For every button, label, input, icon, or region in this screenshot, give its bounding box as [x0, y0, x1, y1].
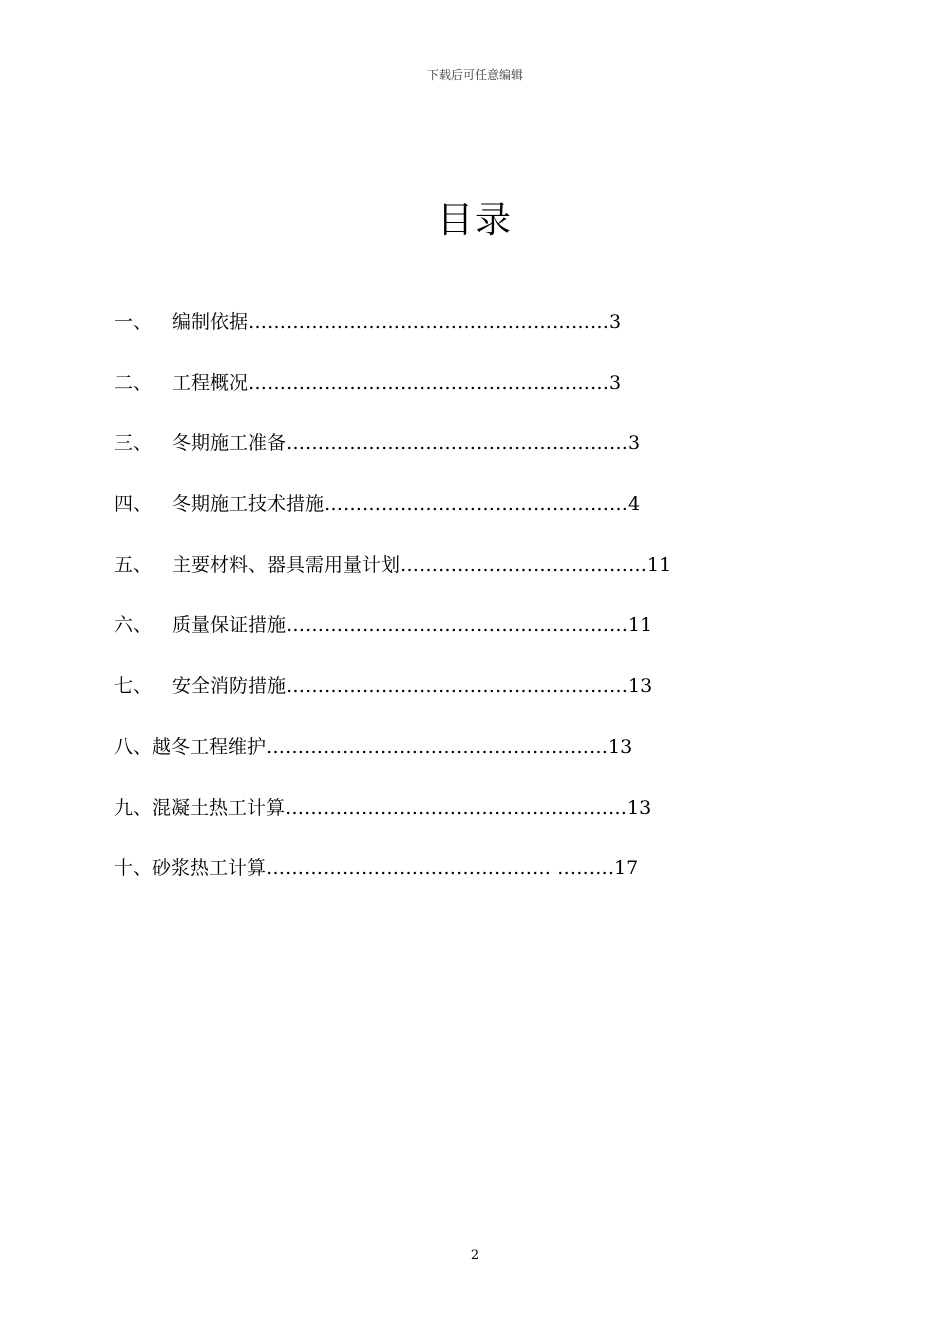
toc-entry[interactable] [114, 306, 754, 367]
toc-entry-label: 砂浆热工计算 [152, 857, 267, 880]
toc-entry-label: 冬期施工技术措施 [172, 493, 325, 516]
toc-entry-page: 3 [609, 311, 622, 333]
toc-entry-number: 八、 [114, 735, 153, 758]
toc-entry[interactable] [114, 792, 754, 853]
toc-entry-page: 4 [628, 493, 641, 516]
toc-entry-leader: ………………………………………………… [248, 371, 610, 394]
toc-entry[interactable] [114, 852, 754, 913]
toc-entry-number: 三、 [114, 432, 153, 455]
toc-entry[interactable] [114, 549, 754, 610]
toc-entry-label: 安全消防措施 [172, 675, 287, 698]
toc-entry[interactable] [114, 488, 754, 549]
toc-entry-number: 五、 [114, 553, 153, 576]
toc-entry-leader: ……………………………………………… [286, 614, 629, 637]
toc-entry-page: 13 [608, 735, 633, 758]
toc-entry-leader: ……………………………………………… [286, 432, 629, 455]
toc-entry-number: 九、 [114, 796, 153, 819]
toc-entry[interactable] [114, 670, 754, 731]
toc-entry-leader: ……………………………………………… [266, 735, 609, 758]
toc-entry-label: 质量保证措施 [172, 614, 287, 637]
toc-entry-label: 越冬工程维护 [152, 735, 267, 758]
header-note: 下载后可任意编辑 [426, 68, 523, 82]
toc-entry-label: 编制依据 [172, 311, 249, 333]
toc-entry-number: 一、 [114, 311, 153, 333]
page-number: 2 [470, 1248, 480, 1263]
toc-entry-page: 11 [628, 614, 653, 637]
toc-entry-label: 主要材料、器具需用量计划 [172, 553, 401, 576]
toc-entry-leader: ……………………………………………… [286, 675, 629, 698]
toc-entry-number: 二、 [114, 371, 153, 394]
toc-entry-number: 四、 [114, 493, 153, 516]
table-of-contents [114, 306, 754, 913]
toc-entry-leader: ……………………………………… ……… [266, 857, 615, 880]
toc-entry-leader: ……………………………………………… [285, 796, 628, 819]
toc-entry-number: 七、 [114, 675, 153, 698]
toc-entry-label: 冬期施工准备 [172, 432, 287, 455]
toc-entry-label: 工程概况 [172, 371, 249, 394]
toc-entry-leader: ………………………………………… [324, 493, 629, 516]
toc-entry-page: 13 [628, 675, 653, 698]
toc-entry-label: 混凝土热工计算 [152, 796, 286, 819]
toc-entry-page: 11 [647, 553, 672, 576]
toc-entry-page: 3 [609, 371, 622, 394]
toc-entry[interactable] [114, 427, 754, 488]
page-title: 目录 [436, 200, 513, 241]
toc-entry-page: 17 [614, 857, 639, 880]
toc-entry-number: 六、 [114, 614, 153, 637]
toc-entry[interactable] [114, 367, 754, 428]
toc-entry-page: 13 [627, 796, 652, 819]
toc-entry-number: 十、 [114, 857, 153, 880]
toc-entry-leader: ………………………………… [400, 553, 648, 576]
toc-entry[interactable] [114, 731, 754, 792]
toc-entry[interactable] [114, 609, 754, 670]
toc-entry-leader: ………………………………………………… [248, 311, 610, 333]
toc-entry-page: 3 [628, 432, 641, 455]
